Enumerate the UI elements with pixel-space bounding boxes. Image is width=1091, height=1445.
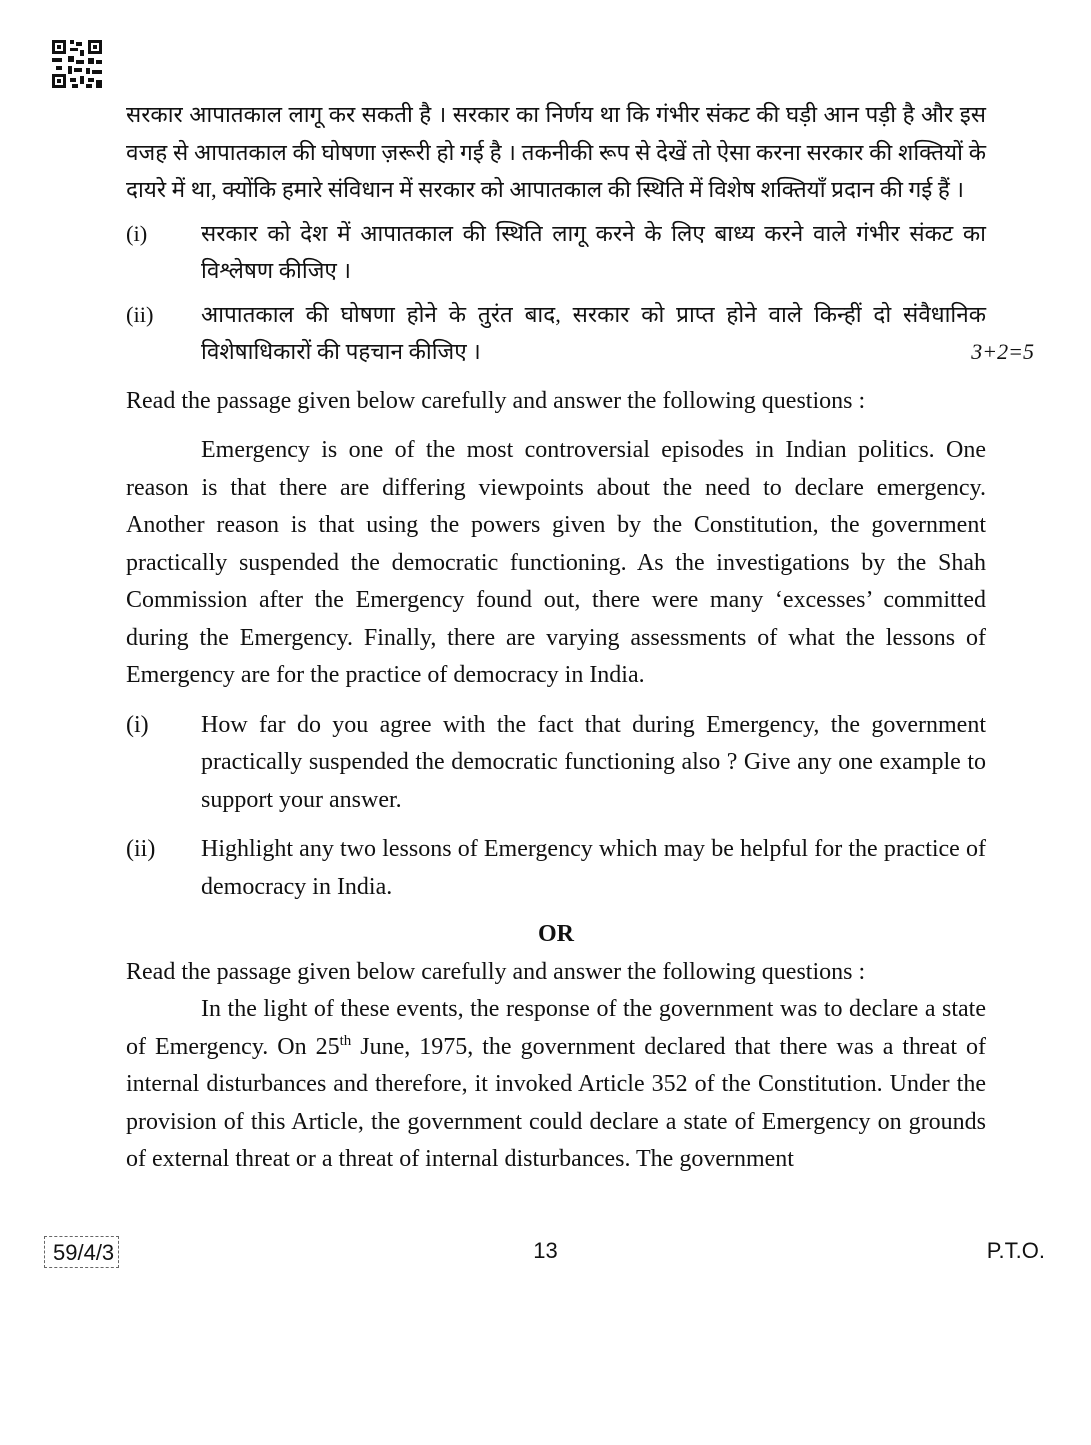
- question-text: आपातकाल की घोषणा होने के तुरंत बाद, सरकार को प्राप्त होने वाले किन्हीं दो संवैधानिक विशेषाधिकारों की पहचान कीजिए ।: [201, 301, 986, 364]
- question-number: (ii): [126, 301, 154, 327]
- question-text: सरकार को देश में आपातकाल की स्थिति लागू करने के लिए बाध्य करने वाले गंभीर संकट का विश्लेषण कीजिए ।: [201, 220, 986, 283]
- paper-code: 59/4/3: [44, 1236, 119, 1268]
- instruction-2: Read the passage given below carefully and answer the following questions :: [126, 958, 866, 985]
- question-number: (ii): [126, 836, 156, 862]
- or-divider: OR: [538, 921, 574, 947]
- hindi-passage: सरकार आपातकाल लागू कर सकती है । सरकार का निर्णय था कि गंभीर संकट की घड़ी आन पड़ी है और इस वजह से आपातकाल की घोषणा ज़रूरी हो गई है । तकनीकी रूप से देखें तो ऐसा करना सरकार की शक्तियों के दायरे में था, क्योंकि हमारे संविधान में सरकार को आपातकाल की स्थिति में विशेष शक्तियाँ प्रदान की गई हैं ।: [126, 102, 986, 202]
- ordinal-superscript: th: [339, 1032, 352, 1049]
- marks-label: 3+2=5: [971, 339, 1034, 364]
- question-number: (i): [126, 711, 149, 738]
- english-question-2: [126, 831, 986, 906]
- hindi-question-1: [126, 215, 986, 290]
- pto-label: P.T.O.: [986, 1238, 1045, 1263]
- question-text: How far do you agree with the fact that during Emergency, the government practically suspended the democratic functioning also ? Give any one example to support your answer.: [201, 711, 986, 813]
- page-number: 13: [533, 1238, 558, 1263]
- hindi-question-2: [126, 296, 1034, 371]
- passage-2-part-1: In the light of these events, the response of the government was to declare a state of Emergency. On 25: [126, 996, 986, 1060]
- question-number: (i): [126, 220, 148, 246]
- question-text: Highlight any two lessons of Emergency which may be helpful for the practice of democracy in India.: [201, 836, 986, 900]
- page-footer: [0, 1236, 1091, 1276]
- qr-code-icon: [52, 40, 102, 88]
- passage-2-part-2: June, 1975, the government declared that there was a threat of internal disturbances and therefore, it invoked Article 352 of the Constitution. Under the provision of this Article, the government could declare a state of Emergency on grounds of external threat or a threat of internal disturbances. The government: [126, 1033, 987, 1172]
- english-question-1: [126, 707, 986, 820]
- question-page: [126, 96, 1034, 1179]
- passage: Emergency is one of the most controversial episodes in Indian politics. One reason is that there are differing viewpoints about the need to declare emergency. Another reason is that using the powers given by the Constitution, the government practically suspended the democratic functioning. As the investigations by the Shah Commission after the Emergency found out, there were many ‘excesses’ committed during the Emergency. Finally, there are varying assessments of what the lessons of Emergency are for the practice of democracy in India.: [126, 437, 986, 688]
- instruction: Read the passage given below carefully and answer the following questions :: [126, 387, 866, 414]
- passage-2: [126, 991, 986, 1179]
